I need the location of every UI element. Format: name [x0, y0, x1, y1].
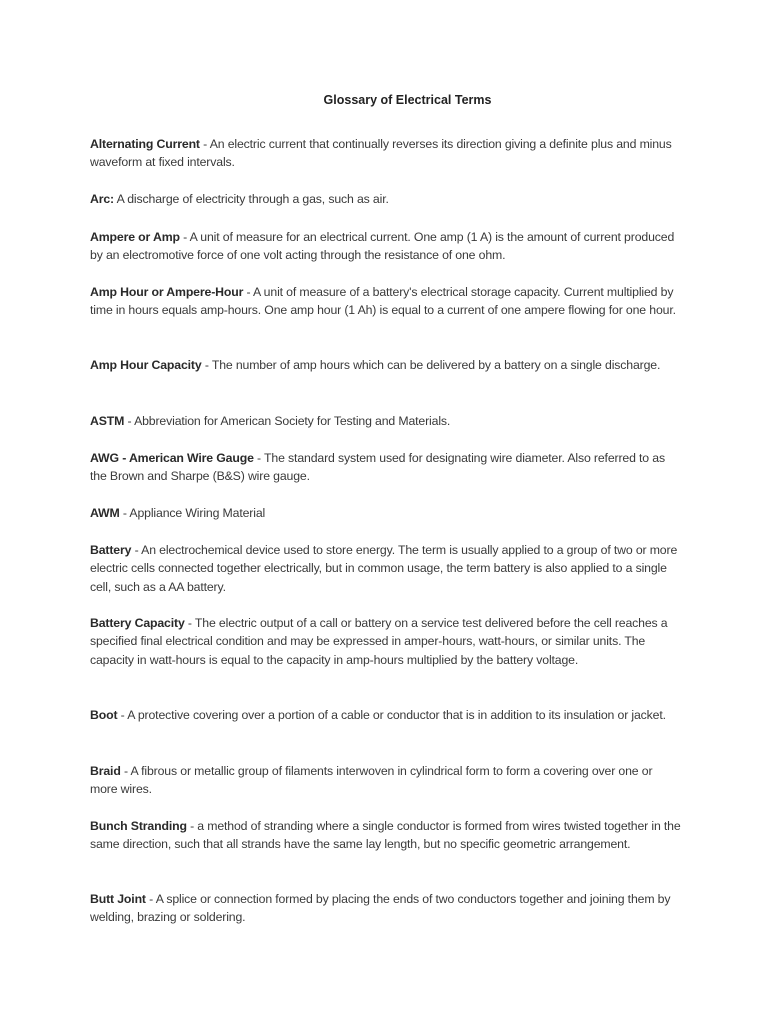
- glossary-entry: [90, 541, 682, 596]
- glossary-term: Ampere or Amp: [90, 230, 180, 244]
- glossary-entry: [90, 890, 682, 927]
- term-separator: -: [145, 892, 156, 906]
- glossary-definition: A discharge of electricity through a gas, such as air.: [116, 192, 389, 206]
- term-separator: -: [119, 506, 130, 520]
- glossary-definition: A unit of measure of a battery's electrical storage capacity. Current multiplied by time in hours equals amp-hours. One amp hour (1 Ah) is equal to a current of one ampere flowing for one hour.: [90, 285, 676, 318]
- glossary-entry: [90, 356, 682, 374]
- glossary-entry: [90, 706, 682, 724]
- page-title: Glossary of Electrical Terms: [323, 93, 492, 107]
- glossary-entry: [90, 614, 682, 669]
- glossary-term: Arc:: [90, 192, 114, 206]
- term-separator: -: [186, 819, 198, 833]
- glossary-term: Amp Hour Capacity: [90, 358, 202, 372]
- glossary-term: Bunch Stranding: [90, 819, 187, 833]
- term-separator: -: [199, 137, 210, 151]
- glossary-definition: A unit of measure for an electrical current. One amp (1 A) is the amount of current produced by an electromotive force of one volt acting through the resistance of one ohm.: [90, 230, 675, 263]
- glossary-entry: [90, 283, 682, 320]
- glossary-definition: The number of amp hours which can be delivered by a battery on a single discharge.: [211, 358, 661, 372]
- glossary-definition: Appliance Wiring Material: [129, 506, 266, 520]
- glossary-term: ASTM: [90, 414, 125, 428]
- term-separator: -: [243, 285, 254, 299]
- term-separator: -: [120, 764, 131, 778]
- glossary-entry: [90, 449, 682, 486]
- glossary-entry: [90, 762, 682, 799]
- glossary-definition: An electrochemical device used to store energy. The term is usually applied to a group of two or more electric cells connected together electrically, but in common usage, the term battery is also applied to a single cell, such as a AA battery.: [90, 543, 678, 594]
- glossary-term: Battery: [90, 543, 132, 557]
- glossary-term: Butt Joint: [90, 892, 146, 906]
- term-separator: -: [117, 708, 128, 722]
- glossary-entry: [90, 190, 682, 208]
- glossary-term: Braid: [90, 764, 121, 778]
- glossary-definition: A splice or connection formed by placing the ends of two conductors together and joining them by welding, brazing or soldering.: [90, 892, 671, 925]
- glossary-definition: An electric current that continually reverses its direction giving a definite plus and minus waveform at fixed intervals.: [90, 137, 672, 170]
- term-separator: -: [179, 230, 190, 244]
- glossary-entry: [90, 504, 682, 522]
- glossary-definition: A fibrous or metallic group of filaments interwoven in cylindrical form to form a covering over one or more wires.: [90, 764, 653, 797]
- term-separator: -: [131, 543, 142, 557]
- glossary-definition: A protective covering over a portion of a cable or conductor that is in addition to its insulation or jacket.: [127, 708, 666, 722]
- glossary-definition: a method of stranding where a single conductor is formed from wires twisted together in the same direction, such that all strands have the same lay length, but no specific geometric arrangement.: [90, 819, 681, 852]
- glossary-definition: Abbreviation for American Society for Testing and Materials.: [134, 414, 451, 428]
- glossary-entry: [90, 817, 682, 854]
- glossary-entry: [90, 228, 682, 265]
- glossary-term: Amp Hour or Ampere-Hour: [90, 285, 244, 299]
- glossary-entry: [90, 412, 682, 430]
- glossary-definition: The standard system used for designating wire diameter. Also referred to as the Brown and Sharpe (B&S) wire gauge.: [90, 451, 665, 484]
- glossary-definition: The electric output of a call or battery on a service test delivered before the cell reaches a specified final electrical condition and may be expressed in amper-hours, watt-hours, or similar units. The capacity in watt-hours is equal to the capacity in amp-hours multiplied by the battery voltage.: [90, 616, 668, 667]
- term-separator: -: [253, 451, 265, 465]
- glossary-term: AWM: [90, 506, 120, 520]
- glossary-term: Alternating Current: [90, 137, 200, 151]
- term-separator: -: [124, 414, 135, 428]
- glossary-term: AWG - American Wire Gauge: [90, 451, 254, 465]
- term-separator: -: [184, 616, 195, 630]
- glossary-term: Battery Capacity: [90, 616, 185, 630]
- glossary-entry: [90, 135, 682, 172]
- term-separator: -: [201, 358, 212, 372]
- glossary-term: Boot: [90, 708, 118, 722]
